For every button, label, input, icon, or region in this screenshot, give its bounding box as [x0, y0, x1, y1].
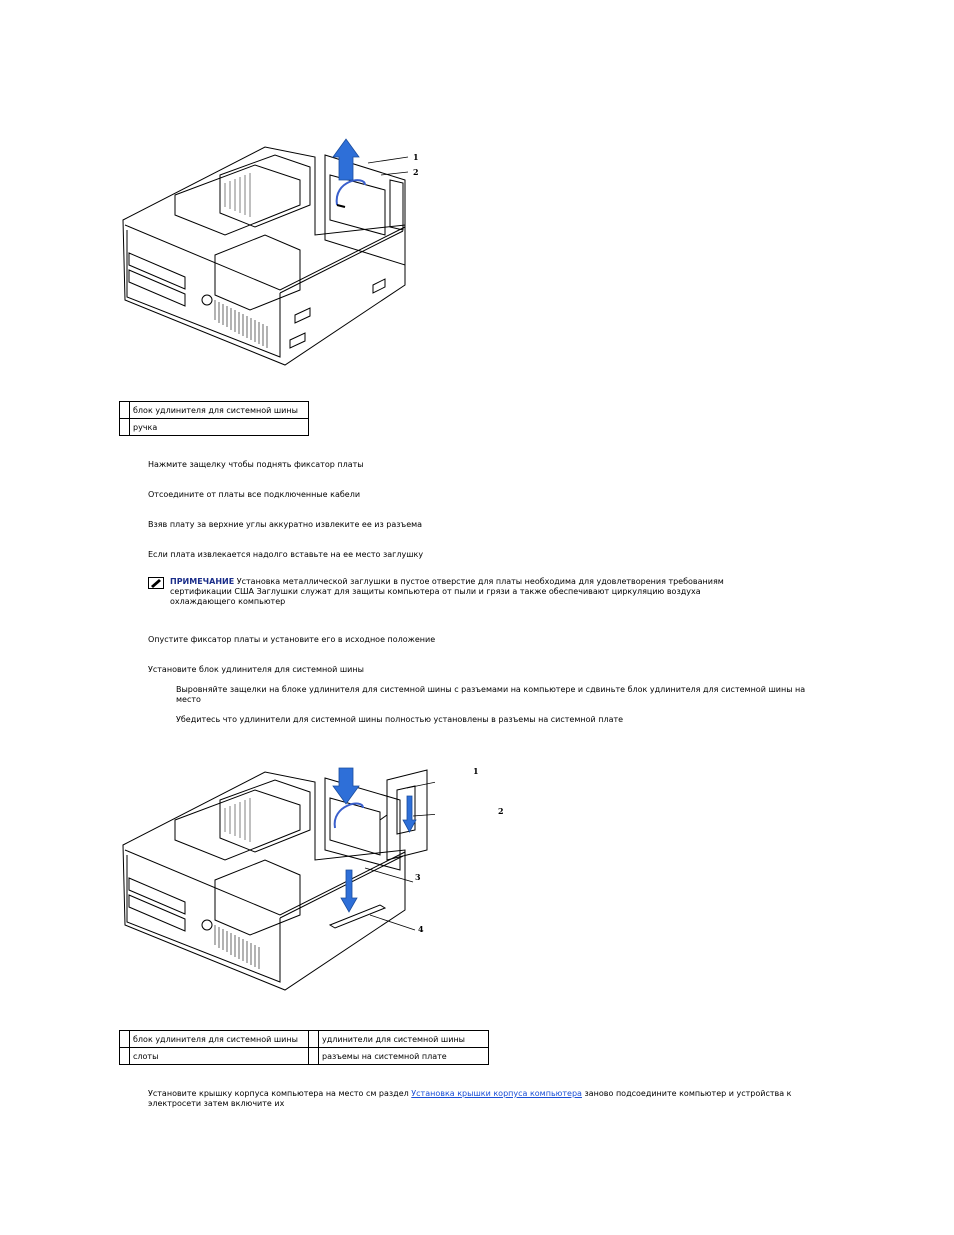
legend-number	[120, 402, 130, 419]
note-line-3: охлаждающего компьютер	[170, 597, 286, 606]
note-line-1: Установка металлической заглушки в пустое отверстие для платы необходима для удовлетворения требованиям	[234, 577, 724, 586]
legend-number	[120, 419, 130, 436]
step-text: Установите блок удлинителя для системной шины	[148, 665, 364, 674]
legend-table-1	[119, 401, 309, 436]
callout-2: 2	[413, 167, 419, 177]
legend-text: удлинители для системной шины	[319, 1031, 489, 1048]
legend-row	[120, 402, 309, 419]
callout-3: 3	[415, 872, 421, 882]
legend-number	[120, 1048, 130, 1065]
legend-table-2	[119, 1030, 489, 1065]
legend-row	[120, 1048, 489, 1065]
legend-text: блок удлинителя для системной шины	[130, 1031, 309, 1048]
legend-text: ручка	[130, 419, 309, 436]
legend-row	[120, 419, 309, 436]
figure-remove-riser	[115, 135, 425, 370]
note-pencil-icon	[148, 577, 164, 589]
step-text: Взяв плату за верхние углы аккуратно извлеките ее из разъема	[148, 520, 423, 529]
legend-number	[120, 1031, 130, 1048]
computer-illustration-2	[115, 760, 435, 1000]
note-line-2: сертификации США Заглушки служат для защиты компьютера от пыли и грязи а также обеспечивают циркуляцию воздуха	[170, 587, 701, 596]
final-step-text: Установите крышку корпуса компьютера на место см раздел	[148, 1089, 412, 1098]
note-label: ПРИМЕЧАНИЕ	[170, 577, 235, 586]
legend-row	[120, 1031, 489, 1048]
computer-illustration-1	[115, 135, 425, 370]
note-text	[170, 577, 810, 607]
legend-number	[309, 1048, 319, 1065]
step-text: Отсоедините от платы все подключенные кабели	[148, 490, 361, 499]
legend-number	[309, 1031, 319, 1048]
link-install-cover[interactable]: Установка крышки корпуса компьютера	[411, 1089, 582, 1098]
final-step-text-end: заново подсоедините компьютер и устройства к электросети затем включите их	[148, 1089, 792, 1108]
step-text: Нажмите защелку чтобы поднять фиксатор платы	[148, 460, 364, 469]
figure-install-riser	[115, 760, 435, 1000]
step-text: Если плата извлекается надолго вставьте на ее место заглушку	[148, 550, 424, 559]
callout-1: 1	[413, 152, 419, 162]
callout-2: 2	[498, 806, 504, 816]
legend-text: слоты	[130, 1048, 309, 1065]
legend-text: разъемы на системной плате	[319, 1048, 489, 1065]
legend-text: блок удлинителя для системной шины	[130, 402, 309, 419]
substep-text: Выровняйте защелки на блоке удлинителя для системной шины с разъемами на компьютере и сдвиньте блок удлинителя для системной шины на место	[176, 685, 806, 704]
step-text: Опустите фиксатор платы и установите его в исходное положение	[148, 635, 436, 644]
callout-1: 1	[473, 766, 479, 776]
callout-4: 4	[418, 924, 424, 934]
substep-text: Убедитесь что удлинители для системной шины полностью установлены в разъемы на системной плате	[176, 715, 624, 724]
final-step	[148, 1089, 813, 1109]
